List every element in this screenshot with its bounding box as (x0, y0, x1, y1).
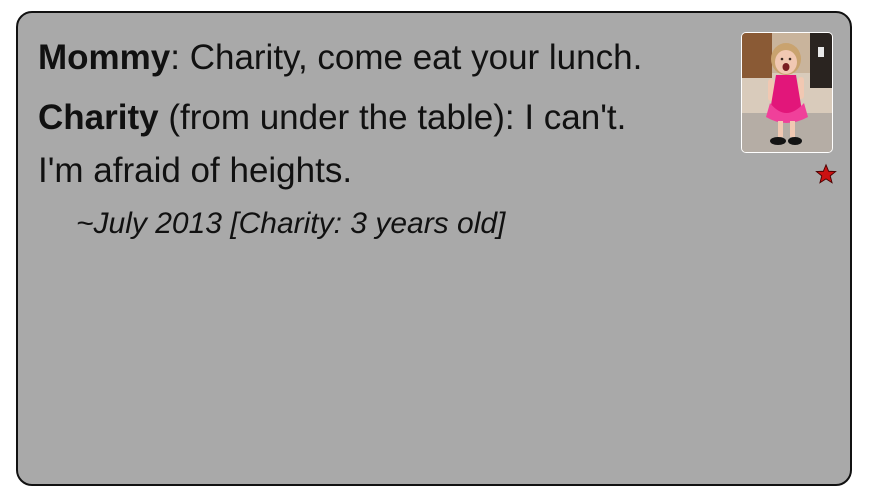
quote-attribution: ~July 2013 [Charity: 3 years old] (76, 207, 506, 240)
star-icon[interactable] (815, 163, 837, 185)
quote-line-charity (38, 97, 738, 139)
speaker-mommy: Mommy (38, 38, 171, 77)
quote-line-continuation: I'm afraid of heights. (38, 151, 353, 190)
quote-line-charity-text: (from under the table): I can't. (158, 98, 627, 137)
quote-line-mommy (38, 37, 738, 79)
quote-line-mommy-text: : Charity, come eat your lunch. (170, 38, 643, 77)
quote-card (16, 11, 852, 486)
child-photo[interactable] (741, 32, 833, 153)
quote-text (38, 37, 738, 244)
speaker-charity: Charity (38, 98, 159, 137)
